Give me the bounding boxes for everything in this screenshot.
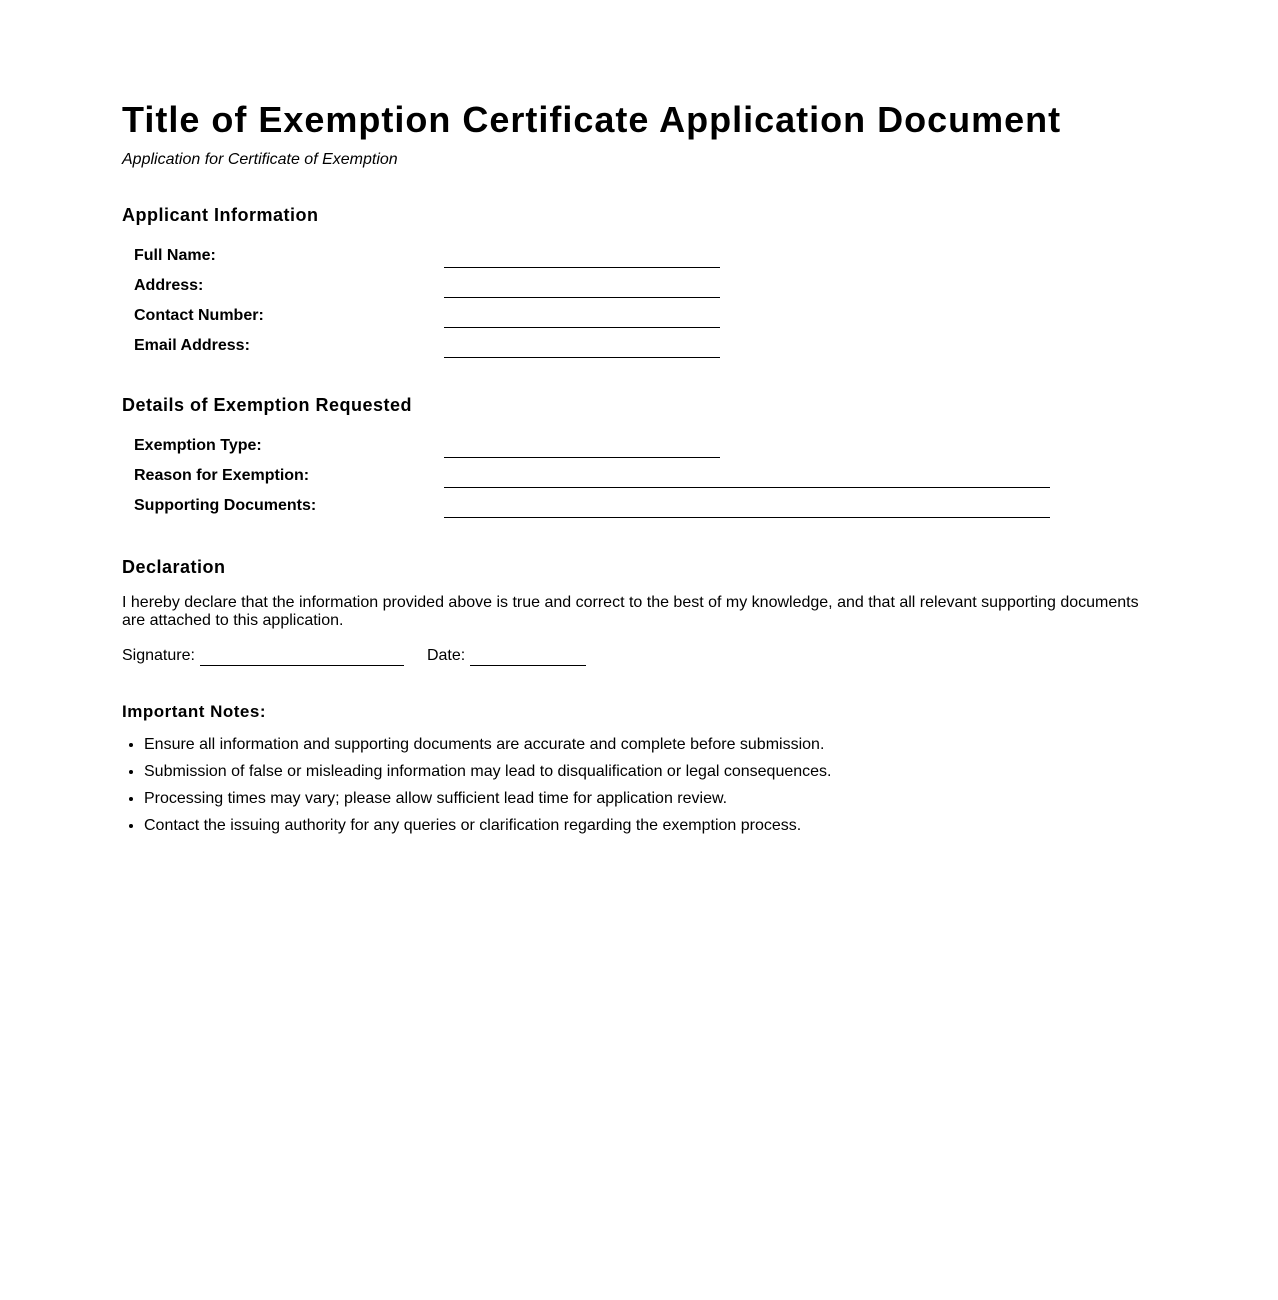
address-label: Address: [134,277,204,294]
details-section-heading: Details of Exemption Requested [122,395,413,415]
field-row-reason [134,458,1152,488]
field-row-contact-number [134,298,1152,328]
signature-row [122,646,1152,666]
contact-number-field[interactable] [444,309,720,328]
exemption-type-label: Exemption Type: [134,437,262,454]
declaration-section-heading: Declaration [122,557,226,577]
field-row-supporting-documents [134,488,1152,518]
applicant-fields [134,238,1152,358]
document-subtitle: Application for Certificate of Exemption [122,151,398,168]
full-name-label: Full Name: [134,247,216,264]
email-address-label: Email Address: [134,337,250,354]
exemption-type-field[interactable] [444,439,720,458]
declaration-text: I hereby declare that the information provided above is true and correct to the best of my knowledge, and that all relevant supporting documents are attached to this application. [122,594,1139,629]
reason-field[interactable] [444,469,1050,488]
date-field[interactable] [470,649,586,666]
field-row-address [134,268,1152,298]
signature-field[interactable] [200,649,404,666]
contact-number-label: Contact Number: [134,307,264,324]
field-row-email-address [134,328,1152,358]
field-row-exemption-type [134,428,1152,458]
full-name-field[interactable] [444,249,720,268]
document-title: Title of Exemption Certificate Application Document [122,99,1062,140]
document-page [122,98,1152,843]
date-label: Date: [426,647,466,664]
email-address-field[interactable] [444,339,720,358]
notes-list [122,735,1152,836]
field-row-full-name [134,238,1152,268]
reason-label: Reason for Exemption: [134,467,310,484]
supporting-documents-field[interactable] [444,499,1050,518]
list-item: • Processing times may vary; please allow sufficient lead time for application review. [144,789,1152,809]
applicant-section-heading: Applicant Information [122,205,319,225]
list-item: • Ensure all information and supporting documents are accurate and complete before submission. [144,735,1152,755]
supporting-documents-label: Supporting Documents: [134,497,317,514]
notes-heading: Important Notes: [122,702,266,721]
list-item: • Submission of false or misleading information may lead to disqualification or legal consequences. [144,762,1152,782]
signature-label: Signature: [122,647,195,664]
address-field[interactable] [444,279,720,298]
details-fields [134,428,1152,518]
list-item: • Contact the issuing authority for any queries or clarification regarding the exemption process. [144,816,1152,836]
